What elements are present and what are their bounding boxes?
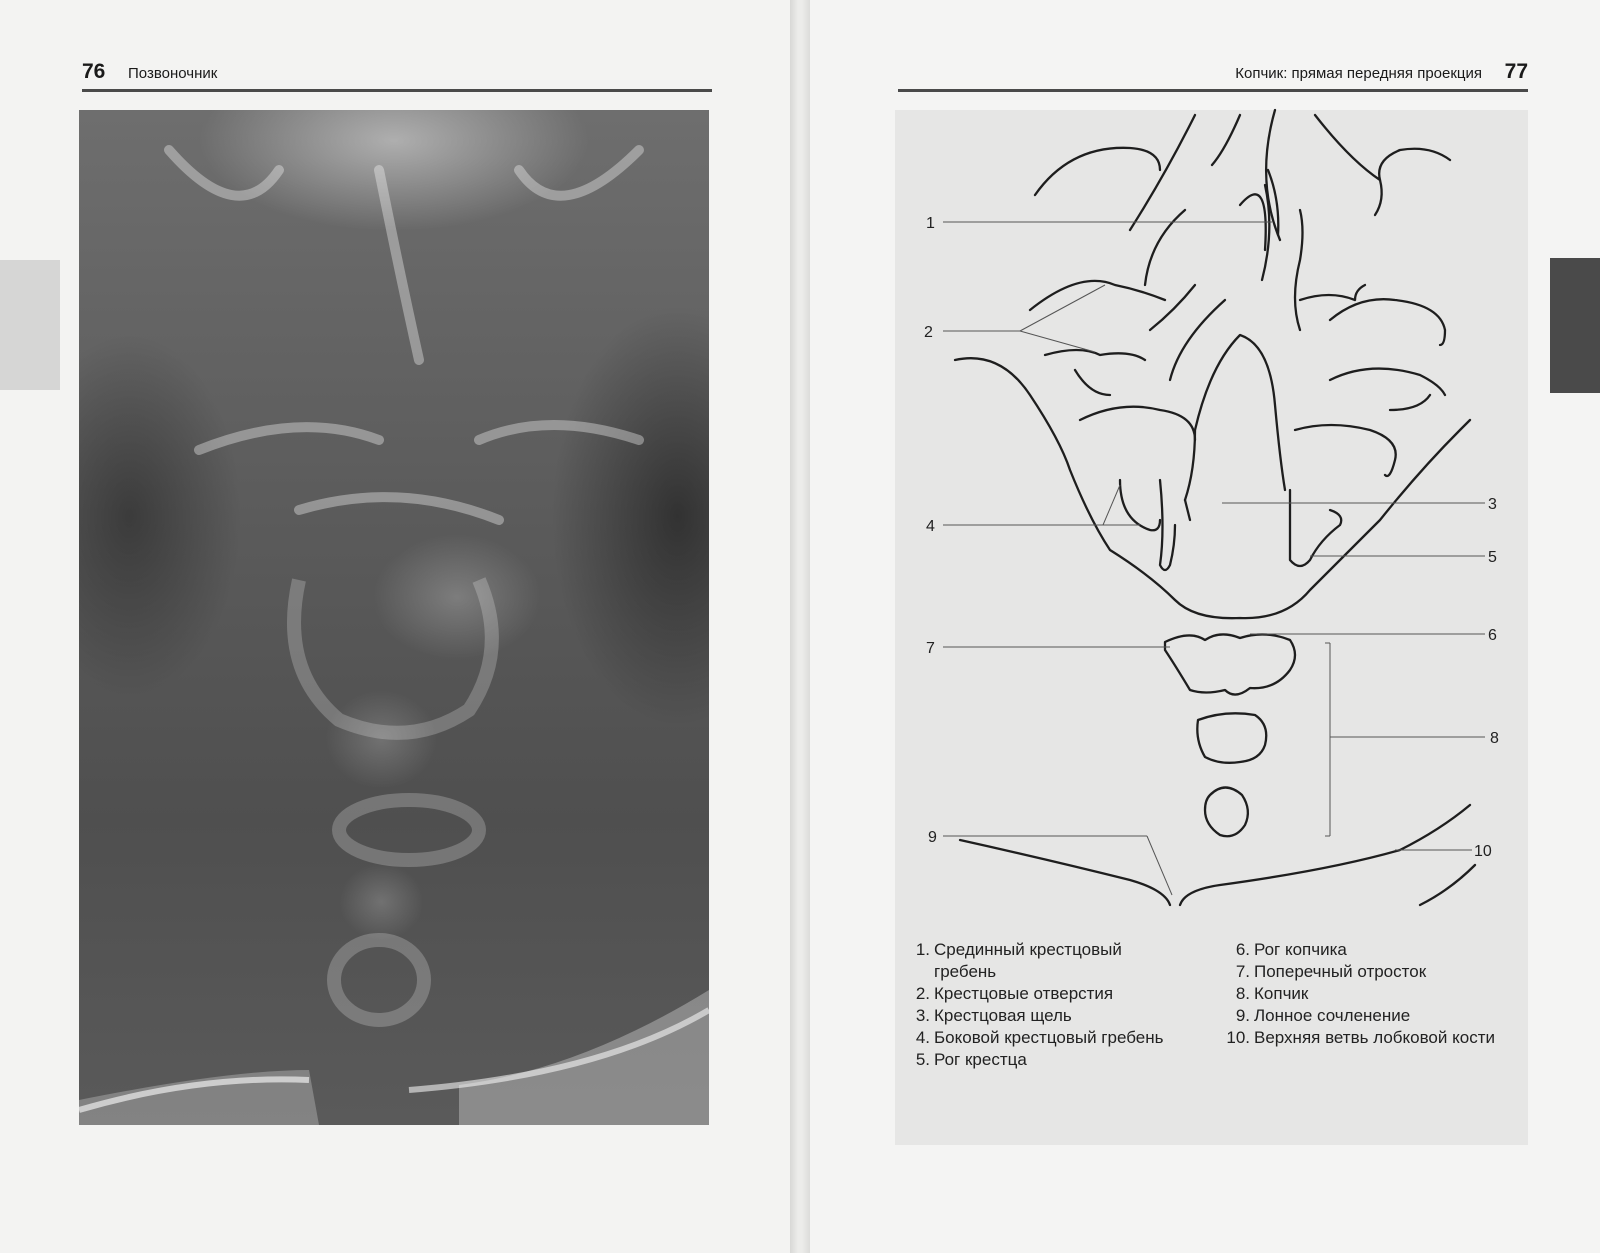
legend-item bbox=[904, 939, 1164, 983]
label-1: 1 bbox=[926, 215, 935, 232]
running-title-left: Позвоночник bbox=[128, 65, 218, 82]
legend-text: Крестцовая щель bbox=[934, 1006, 1072, 1025]
label-9: 9 bbox=[928, 829, 937, 846]
legend-item bbox=[1224, 939, 1499, 961]
label-6: 6 bbox=[1488, 627, 1497, 644]
legend-right bbox=[1224, 939, 1499, 1049]
label-2: 2 bbox=[924, 324, 933, 341]
legend-number: 4. bbox=[915, 1028, 930, 1047]
legend-item bbox=[1224, 983, 1499, 1005]
legend-number: 5. bbox=[915, 1050, 930, 1069]
legend-item bbox=[904, 983, 1164, 1005]
legend-text: Верхняя ветвь лобковой кости bbox=[1254, 1028, 1495, 1047]
legend-number: 2. bbox=[915, 984, 930, 1003]
legend-item bbox=[1224, 1027, 1499, 1049]
legend-text: Боковой крестцовый гребень bbox=[934, 1028, 1164, 1047]
legend-text: Лонное сочленение bbox=[1254, 1006, 1411, 1025]
running-title-right: Копчик: прямая передняя проекция bbox=[1235, 65, 1482, 82]
legend-text: Поперечный отросток bbox=[1254, 962, 1427, 981]
legend-number: 9. bbox=[1235, 1006, 1250, 1025]
legend-item bbox=[904, 1005, 1164, 1027]
label-5: 5 bbox=[1488, 549, 1497, 566]
legend-text: Крестцовые отверстия bbox=[934, 984, 1114, 1003]
legend-number: 7. bbox=[1235, 962, 1250, 981]
label-3: 3 bbox=[1488, 496, 1497, 513]
legend-number: 8. bbox=[1235, 984, 1250, 1003]
legend-item bbox=[904, 1027, 1164, 1049]
legend-text: Рог копчика bbox=[1254, 940, 1347, 959]
legend-item bbox=[904, 1049, 1164, 1071]
label-8: 8 bbox=[1490, 730, 1499, 747]
legend-item bbox=[1224, 1005, 1499, 1027]
legend-number: 1. bbox=[915, 940, 930, 959]
label-7: 7 bbox=[926, 640, 935, 657]
label-10: 10 bbox=[1474, 843, 1492, 860]
legend-number: 6. bbox=[1235, 940, 1250, 959]
label-4: 4 bbox=[926, 518, 935, 535]
legend-text: Рог крестца bbox=[934, 1050, 1027, 1069]
legend-number: 3. bbox=[915, 1006, 930, 1025]
legend-text: Копчик bbox=[1254, 984, 1309, 1003]
legend-text: Срединный крестцовый гребень bbox=[934, 940, 1122, 981]
legend-left bbox=[904, 939, 1164, 1071]
legend-number: 10. bbox=[1226, 1028, 1250, 1047]
page-number-left: 76 bbox=[82, 60, 106, 83]
legend-item bbox=[1224, 961, 1499, 983]
page-number-right: 77 bbox=[1504, 60, 1528, 83]
